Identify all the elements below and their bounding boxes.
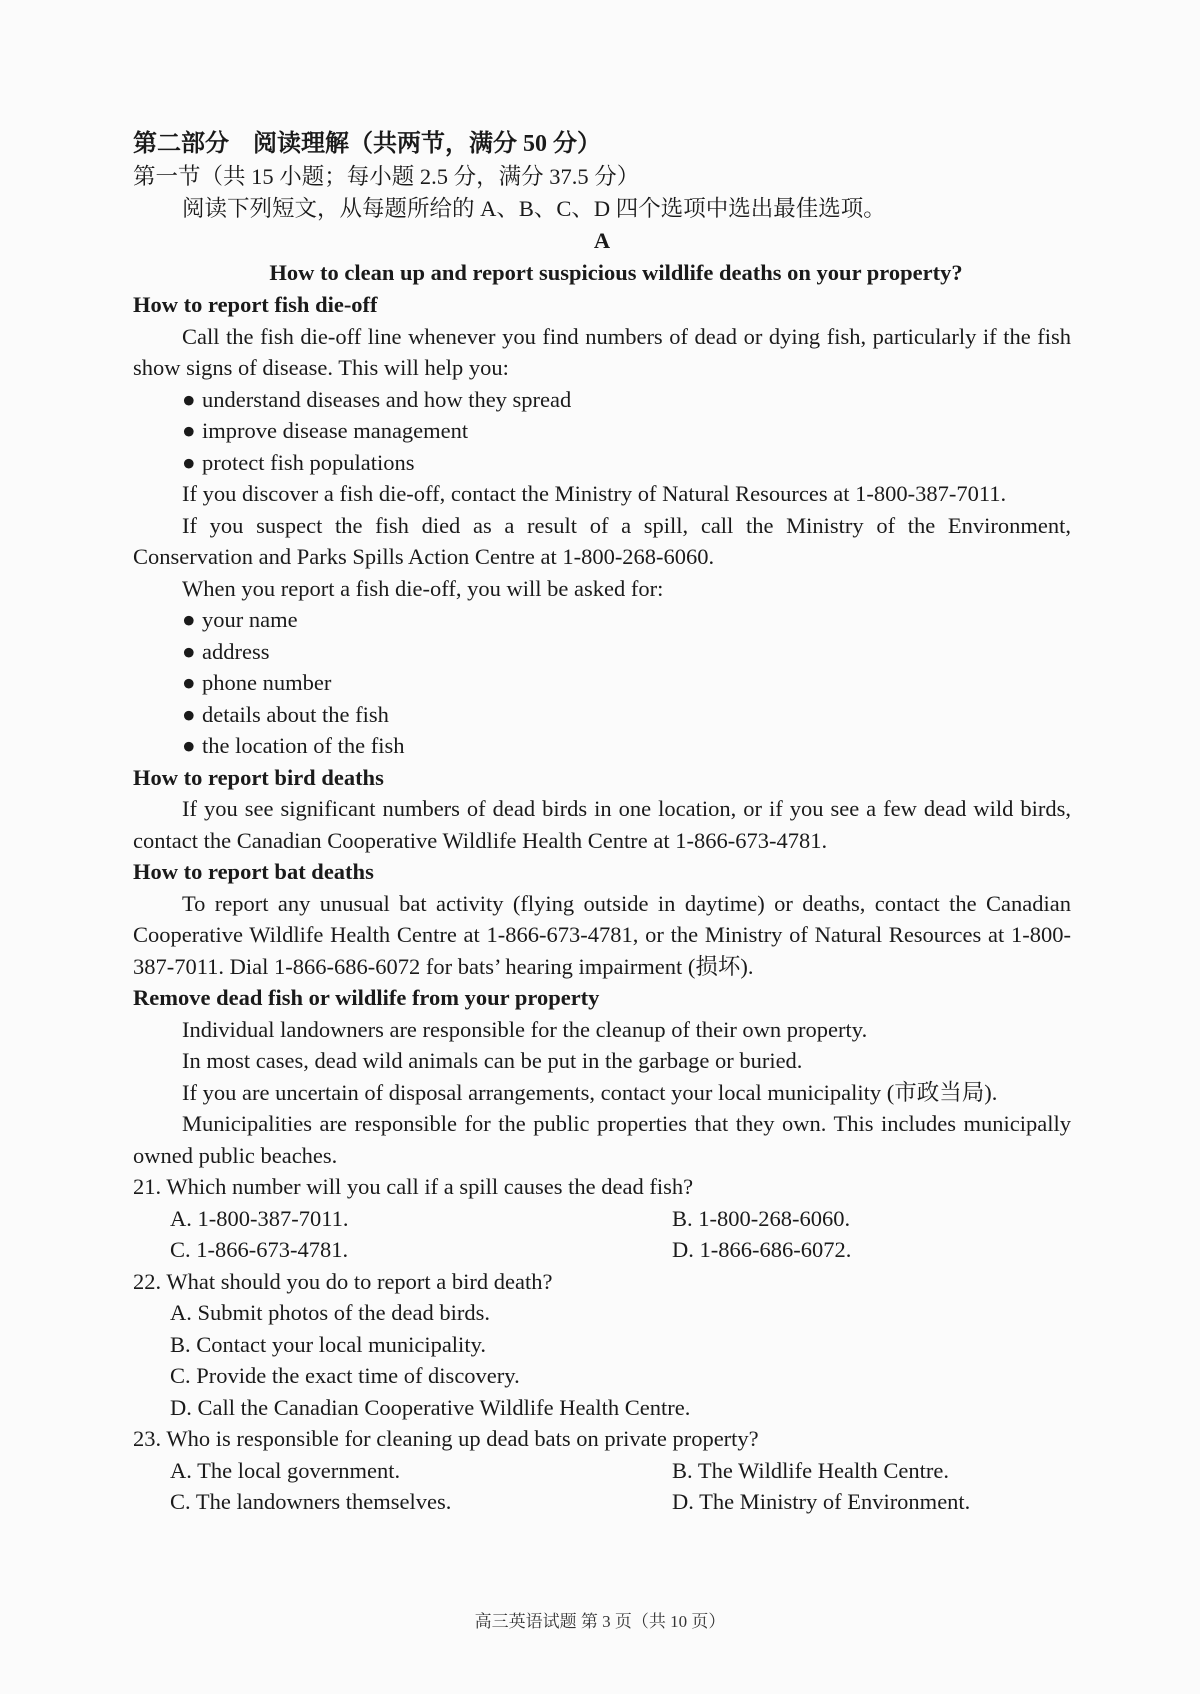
option-c: C. The landowners themselves. <box>170 1489 452 1514</box>
option-b: B. Contact your local municipality. <box>170 1331 486 1357</box>
bullet-item: ● protect fish populations <box>133 447 1071 479</box>
question-stem: 23. Who is responsible for cleaning up dead bats on private property? <box>133 1426 759 1451</box>
paragraph: When you report a fish die-off, you will be asked for: <box>182 575 664 601</box>
heading-remove: Remove dead fish or wildlife from your property <box>133 985 600 1010</box>
bullet-item: ● understand diseases and how they spread <box>133 384 1071 416</box>
part-title: 第二部分 阅读理解（共两节，满分 50 分） <box>133 131 601 157</box>
paragraph: Call the fish die-off line whenever you find numbers of dead or dying fish, particularly if the fish show signs of disease. This will help you: <box>133 323 1071 380</box>
bullet-item: ● phone number <box>133 667 1071 699</box>
option-d: D. 1-866-686-6072. <box>672 1237 852 1262</box>
bullet-item: ● your name <box>133 604 1071 636</box>
bullet-dot: ● <box>182 449 196 475</box>
heading-bats: How to report bat deaths <box>133 859 374 884</box>
options-row <box>133 1203 1071 1235</box>
option-c: C. Provide the exact time of discovery. <box>170 1363 520 1388</box>
question-stem: 21. Which number will you call if a spill causes the dead fish? <box>133 1174 694 1199</box>
bullet-dot: ● <box>182 701 196 727</box>
bullet-dot: ● <box>182 733 196 758</box>
paragraph: To report any unusual bat activity (flying outside in daytime) or deaths, contact the Canadian Cooperative Wildlife Health Centre at 1-866-673-4781, or the Ministry of Natural Resources at 1-800-387-7011. Dial 1-866-686-6072 for bats’ hearing impairment (损坏). <box>133 890 1071 979</box>
heading-birds: How to report bird deaths <box>133 764 384 790</box>
section-title: 第一节（共 15 小题；每小题 2.5 分，满分 37.5 分） <box>133 164 640 189</box>
instruction: 阅读下列短文，从每题所给的 A、B、C、D 四个选项中选出最佳选项。 <box>182 196 886 221</box>
heading-fish: How to report fish die-off <box>133 292 378 317</box>
options-row <box>133 1486 1071 1518</box>
option-b: B. 1-800-268-6060. <box>672 1205 851 1231</box>
exam-page <box>133 127 1071 1518</box>
bullet-item: ● details about the fish <box>133 699 1071 731</box>
bullet-dot: ● <box>182 670 196 695</box>
paragraph: In most cases, dead wild animals can be put in the garbage or buried. <box>182 1048 803 1073</box>
bullet-item: ● improve disease management <box>133 415 1071 447</box>
option-b: B. The Wildlife Health Centre. <box>672 1457 949 1483</box>
paragraph: Individual landowners are responsible for the cleanup of their own property. <box>182 1016 868 1042</box>
paragraph: If you suspect the fish died as a result of a spill, call the Ministry of the Environment, Conservation and Parks Spills Action Centre at 1-800-268-6060. <box>133 512 1071 569</box>
bullet-item: ● address <box>133 636 1071 668</box>
paragraph: If you are uncertain of disposal arrangements, contact your local municipality (市政当局). <box>182 1079 998 1105</box>
option-a: A. Submit photos of the dead birds. <box>170 1300 490 1325</box>
passage-letter: A <box>593 228 611 253</box>
bullet-dot: ● <box>182 638 196 664</box>
options-row <box>133 1234 1071 1266</box>
option-d: D. Call the Canadian Cooperative Wildlife Health Centre. <box>170 1394 691 1420</box>
bullet-dot: ● <box>182 418 196 443</box>
option-a: A. The local government. <box>170 1457 401 1483</box>
passage-title: How to clean up and report suspicious wildlife deaths on your property? <box>269 260 963 285</box>
options-row <box>133 1455 1071 1487</box>
bullet-dot: ● <box>182 386 196 412</box>
question-stem: 22. What should you do to report a bird death? <box>133 1268 553 1294</box>
paragraph: Municipalities are responsible for the public properties that they own. This includes municipally owned public beaches. <box>133 1111 1071 1168</box>
bullet-item: ● the location of the fish <box>133 730 1071 762</box>
paragraph: If you discover a fish die-off, contact the Ministry of Natural Resources at 1-800-387-7011. <box>182 481 1007 506</box>
page-footer: 高三英语试题 第 3 页（共 10 页） <box>474 1612 726 1631</box>
option-d: D. The Ministry of Environment. <box>672 1489 971 1514</box>
bullet-dot: ● <box>182 607 196 632</box>
paragraph: If you see significant numbers of dead birds in one location, or if you see a few dead wild birds, contact the Canadian Cooperative Wildlife Health Centre at 1-866-673-4781. <box>133 796 1071 853</box>
option-c: C. 1-866-673-4781. <box>170 1237 349 1262</box>
option-a: A. 1-800-387-7011. <box>170 1205 349 1231</box>
